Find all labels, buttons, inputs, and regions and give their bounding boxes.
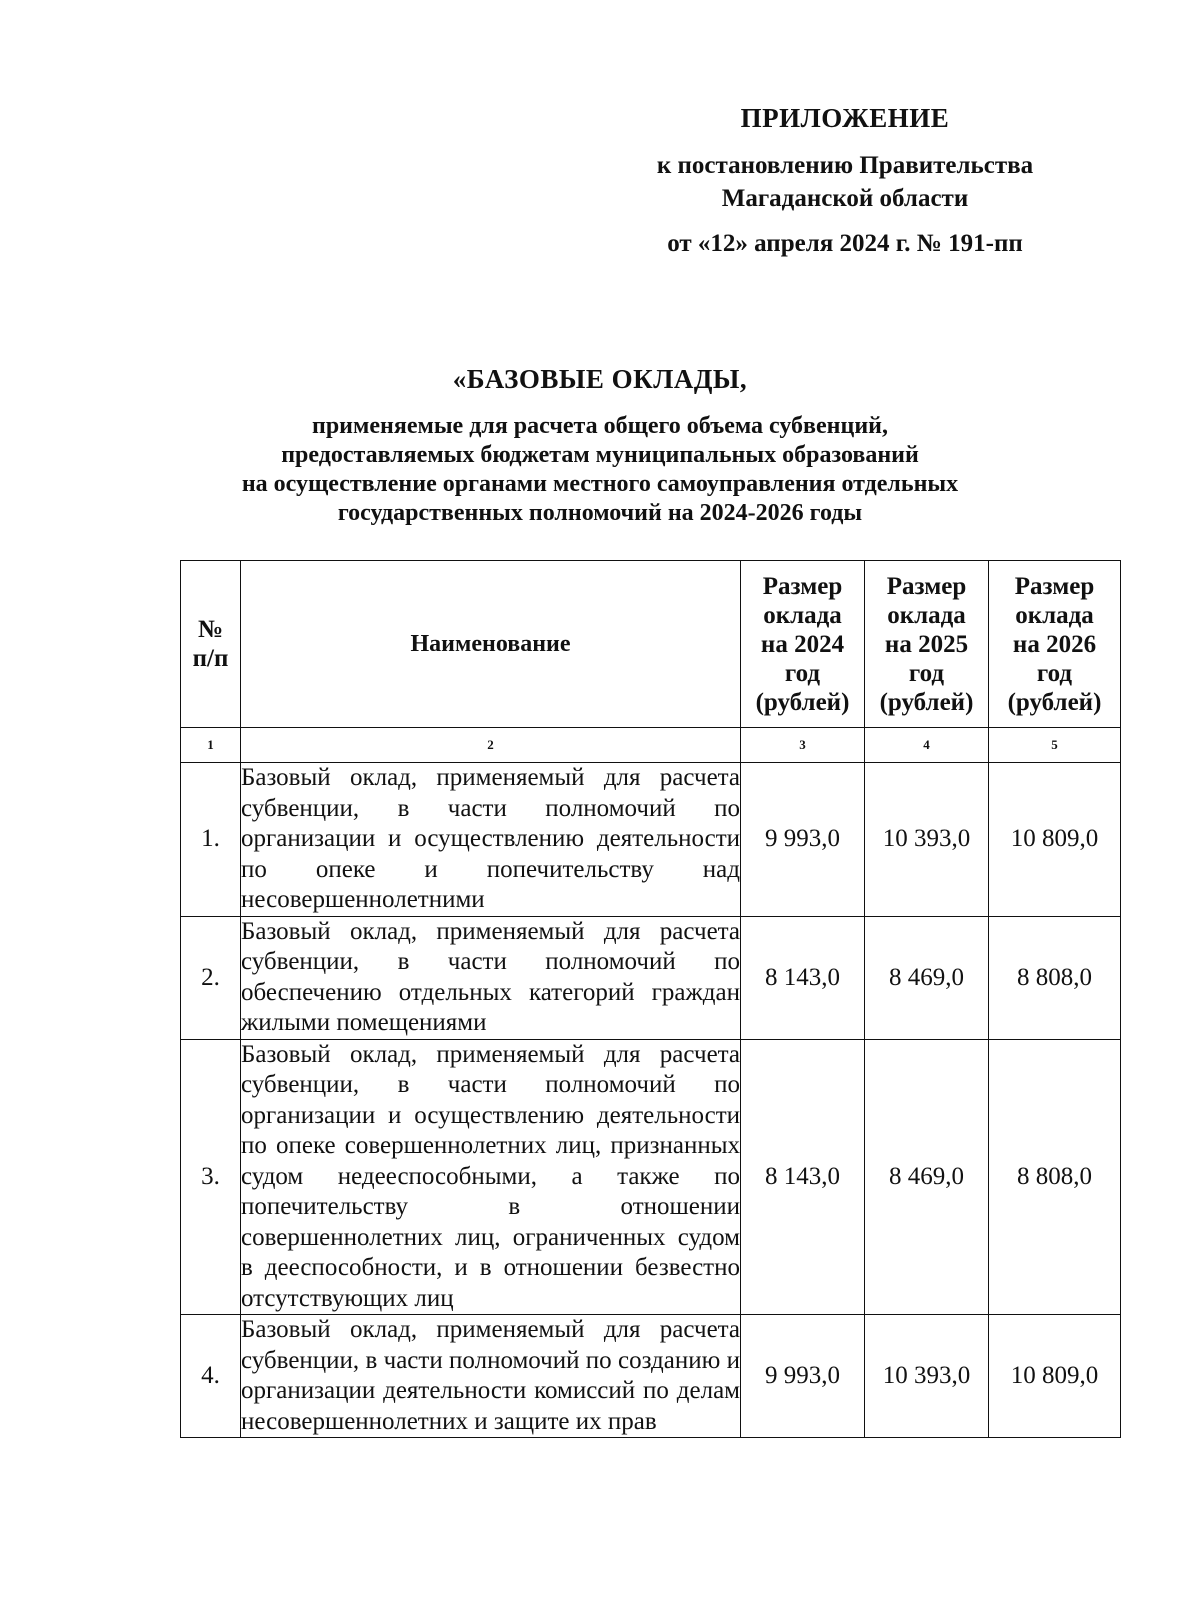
header-number-line: п/п — [192, 645, 229, 672]
row-value-2024: 9 993,0 — [741, 1315, 865, 1438]
row-name: Базовый оклад, применяемый для расчета субвенции, в части полномочий по обеспечению отдельных категорий граждан жилыми помещениями — [241, 916, 741, 1039]
row-name: Базовый оклад, применяемый для расчета субвенции, в части полномочий по организации и осуществлению деятельности по опеке совершеннолетних лиц, признанных судом недееспособными, а также по попечительству в отношении совершеннолетних лиц, ограниченных судом в дееспособности, и в отношении безвестно отсутствующих лиц — [241, 1039, 741, 1315]
header-2024-line: на 2024 — [760, 630, 845, 658]
row-value-2026: 10 809,0 — [989, 763, 1121, 917]
document-title-block — [160, 362, 1040, 528]
document-title: «БАЗОВЫЕ ОКЛАДЫ, — [452, 364, 748, 394]
table-row — [181, 763, 1121, 917]
row-number: 3. — [181, 1039, 241, 1315]
header-2024-line: год — [784, 659, 821, 687]
row-value-2024: 8 143,0 — [741, 916, 865, 1039]
header-2026-line: (рублей) — [1007, 688, 1102, 716]
header-2024-line: Размер — [762, 572, 843, 600]
appendix-title: ПРИЛОЖЕНИЕ — [740, 103, 950, 133]
header-name: Наименование — [241, 561, 741, 728]
row-value-2025: 8 469,0 — [865, 916, 989, 1039]
header-2026-line: на 2026 — [1012, 630, 1097, 658]
table-row — [181, 916, 1121, 1039]
header-2024 — [741, 561, 865, 728]
row-value-2024: 9 993,0 — [741, 763, 865, 917]
header-2024-line: оклада — [763, 601, 842, 629]
row-value-2026: 8 808,0 — [989, 1039, 1121, 1315]
row-value-2026: 8 808,0 — [989, 916, 1121, 1039]
row-value-2024: 8 143,0 — [741, 1039, 865, 1315]
header-2025-line: на 2025 — [884, 630, 969, 658]
appendix-line-1: к постановлению Правительства — [656, 152, 1034, 179]
header-2025-line: (рублей) — [879, 688, 974, 716]
header-2026-line: год — [1036, 659, 1073, 687]
row-value-2025: 10 393,0 — [865, 1315, 989, 1438]
row-number: 2. — [181, 916, 241, 1039]
row-number: 4. — [181, 1315, 241, 1438]
header-2025-line: Размер — [886, 572, 967, 600]
row-name: Базовый оклад, применяемый для расчета субвенции, в части полномочий по организации и осуществлению деятельности по опеке и попечительству над несовершеннолетними — [241, 763, 741, 917]
row-value-2025: 10 393,0 — [865, 763, 989, 917]
row-number: 1. — [181, 763, 241, 917]
document-subtitle-line-2: предоставляемых бюджетам муниципальных образований — [281, 442, 919, 468]
document-subtitle-line-4: государственных полномочий на 2024-2026 годы — [337, 500, 863, 526]
column-number: 4 — [865, 728, 989, 763]
row-value-2026: 10 809,0 — [989, 1315, 1121, 1438]
appendix-date: от «12» апреля 2024 г. № 191-пп — [667, 230, 1023, 257]
table-header-row — [181, 561, 1121, 728]
column-number: 3 — [741, 728, 865, 763]
row-value-2025: 8 469,0 — [865, 1039, 989, 1315]
header-2025-line: оклада — [887, 601, 966, 629]
document-subtitle-line-1: применяемые для расчета общего объема субвенций, — [312, 413, 888, 439]
header-number-line: № — [197, 616, 224, 643]
document-subtitle-line-3: на осуществление органами местного самоуправления отдельных — [241, 471, 959, 497]
column-number: 1 — [181, 728, 241, 763]
column-number: 2 — [241, 728, 741, 763]
header-2026-line: оклада — [1015, 601, 1094, 629]
column-number-row — [181, 728, 1121, 763]
salary-table — [180, 560, 1121, 1438]
header-number — [181, 561, 241, 728]
appendix-header — [630, 102, 1060, 260]
header-2025 — [865, 561, 989, 728]
appendix-line-2: Магаданской области — [721, 185, 969, 212]
table-row — [181, 1039, 1121, 1315]
header-2026 — [989, 561, 1121, 728]
header-2025-line: год — [908, 659, 945, 687]
header-2024-line: (рублей) — [755, 688, 850, 716]
row-name: Базовый оклад, применяемый для расчета субвенции, в части полномочий по созданию и организации деятельности комиссий по делам несовершеннолетних и защите их прав — [241, 1315, 741, 1438]
column-number: 5 — [989, 728, 1121, 763]
header-2026-line: Размер — [1014, 572, 1095, 600]
table-row — [181, 1315, 1121, 1438]
